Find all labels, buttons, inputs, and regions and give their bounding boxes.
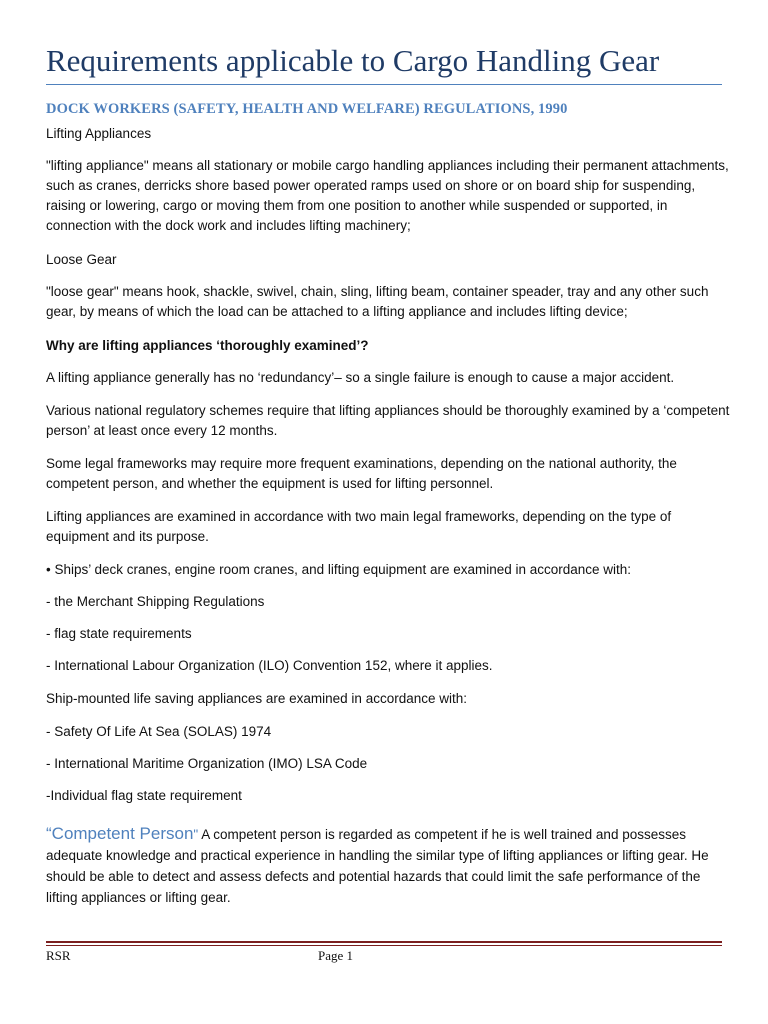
paragraph: Ship-mounted life saving appliances are examined in accordance with: bbox=[46, 691, 467, 706]
competent-person-heading: “Competent Person bbox=[46, 824, 194, 843]
page-number: Page 1 bbox=[318, 948, 354, 963]
page-title: Requirements applicable to Cargo Handling Gear bbox=[46, 43, 660, 78]
paragraph: Various national regulatory schemes require that lifting appliances should be thoroughly examined by a ‘competent person’ at least once every 12 months. bbox=[46, 403, 730, 438]
title-underline bbox=[46, 84, 722, 85]
list-item: - International Maritime Organization (IMO) LSA Code bbox=[46, 756, 368, 771]
list-item: - the Merchant Shipping Regulations bbox=[46, 594, 265, 609]
list-item: -Individual flag state requirement bbox=[46, 788, 242, 803]
loose-gear-definition: "loose gear" means hook, shackle, swivel, chain, sling, lifting beam, container speader, tray and any other such gear, by means of which the load can be attached to a lifting appliance and includes lifting device; bbox=[46, 284, 709, 319]
paragraph: Lifting appliances are examined in accordance with two main legal frameworks, depending on the type of equipment and its purpose. bbox=[46, 509, 672, 544]
footer-rule-thin bbox=[46, 945, 722, 946]
footer-initials: RSR bbox=[46, 948, 71, 963]
footer-rule-thick bbox=[46, 941, 722, 943]
paragraph: Some legal frameworks may require more frequent examinations, depending on the national authority, the competent person, and whether the equipment is used for lifting personnel. bbox=[46, 456, 677, 491]
competent-person-paragraph bbox=[46, 823, 730, 908]
lifting-appliances-label: Lifting Appliances bbox=[46, 126, 152, 141]
regulation-subheading: DOCK WORKERS (SAFETY, HEALTH AND WELFARE) REGULATIONS, 1990 bbox=[46, 101, 568, 117]
loose-gear-label: Loose Gear bbox=[46, 252, 117, 267]
competent-person-text: A competent person is regarded as competent if he is well trained and possesses adequate knowledge and practical experience in handling the similar type of lifting appliances or lifting gear. He should be able to detect and assess defects and potential hazards that could limit the safe performance of the lifting appliances or lifting gear. bbox=[46, 827, 709, 905]
list-item: - flag state requirements bbox=[46, 626, 192, 641]
bullet-item: • Ships’ deck cranes, engine room cranes, and lifting equipment are examined in accordance with: bbox=[46, 562, 632, 577]
paragraph: A lifting appliance generally has no ‘redundancy’– so a single failure is enough to cause a major accident. bbox=[46, 370, 675, 385]
list-item: - International Labour Organization (ILO) Convention 152, where it applies. bbox=[46, 658, 493, 673]
competent-heading-quote: " bbox=[193, 827, 199, 842]
list-item: - Safety Of Life At Sea (SOLAS) 1974 bbox=[46, 724, 272, 739]
lifting-appliance-definition: "lifting appliance" means all stationary or mobile cargo handling appliances including their permanent attachments, such as cranes, derricks shore based power operated ramps used on shore or on board ship for suspending, raising or lowering, cargo or moving them from one position to another while suspended or supported, in connection with the dock work and includes lifting machinery; bbox=[46, 158, 729, 233]
why-examined-heading: Why are lifting appliances ‘thoroughly examined’? bbox=[46, 338, 369, 353]
